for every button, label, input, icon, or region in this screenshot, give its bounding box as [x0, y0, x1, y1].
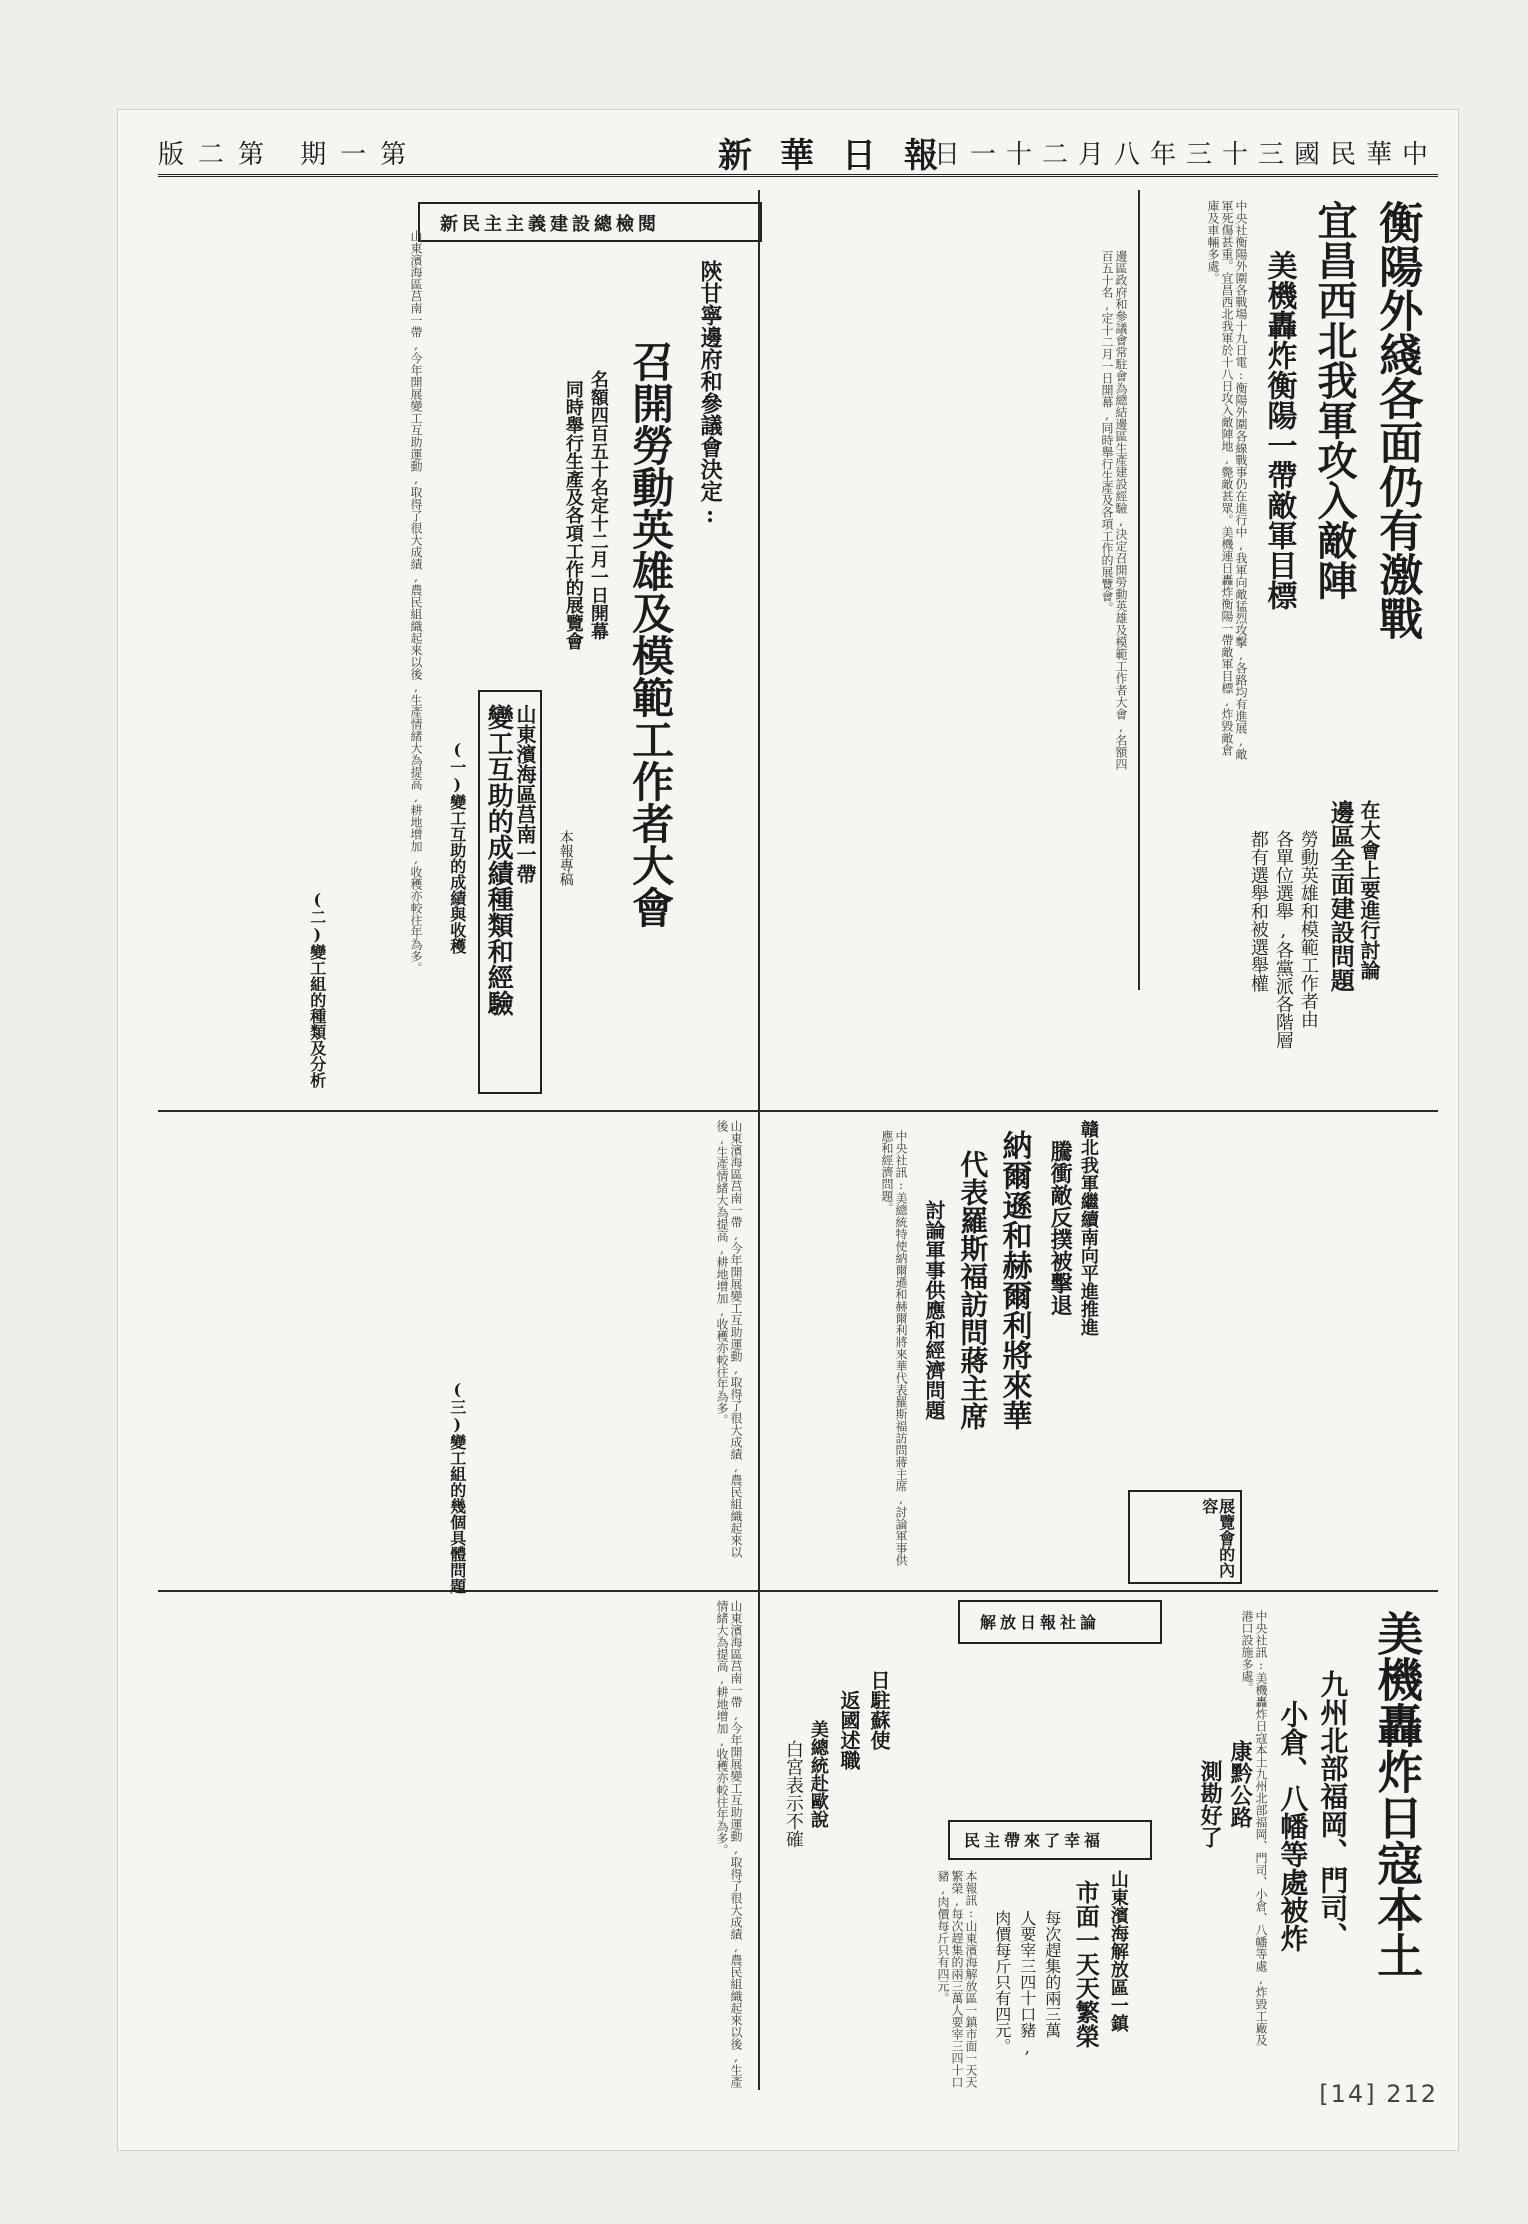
story-subheadline: 討論軍事供應和經濟問題 — [922, 1200, 946, 1420]
page-reference: [14] 212 — [1319, 2080, 1438, 2108]
lead-subheadline: 美機轟炸衡陽一帶敵軍目標 — [1261, 250, 1297, 610]
lead-headline: 衡陽外綫各面仍有激戰 — [1371, 200, 1423, 640]
column-divider — [1138, 190, 1140, 990]
banner-box — [418, 202, 762, 242]
section-heading: (一)變工互助的成績與收穫 — [447, 740, 467, 954]
bombing-headline: 美機轟炸日寇本土 — [1370, 1610, 1425, 1978]
market-subheadline: 肉價每斤只有四元。 — [992, 1910, 1012, 2054]
report-kicker: 山東濱海區莒南一帶 — [513, 704, 537, 884]
report-text: 山東濱海區莒南一帶,今年開展變工互助運動,取得了很大成績,農民組織起來以後,生產情緒大為提高,耕地增加,收穫亦較往年為多。 — [409, 230, 423, 974]
main-subheadline: 名額四百五十名定十二月一日開幕 — [587, 370, 609, 640]
issue-date: 日一十二月八年三十三國民華中 — [933, 140, 1438, 170]
bombing-text: 中央社訊:美機轟炸日寇本土九州北部福岡、門司、小倉、八幡等處,炸毀工廠及港口設施多處。 — [1240, 1610, 1268, 2046]
story-headline: 代表羅斯福訪問蔣主席 — [956, 1150, 990, 1430]
lead-headline-2: 宜昌西北我軍攻入敵陣 — [1311, 200, 1358, 600]
market-subheadline: 每次趕集的兩三萬 — [1042, 1910, 1062, 2038]
sub-headline: 勞動英雄和模範工作者由 — [1297, 830, 1319, 1028]
brief-headline: 贛北我軍繼續南向平進推進 — [1077, 1120, 1099, 1336]
market-headline: 市面一天天繁榮 — [1071, 1880, 1101, 2048]
newspaper-page — [118, 110, 1458, 2150]
brief-headline: 日駐蘇使 — [867, 1670, 891, 1750]
section-divider — [158, 1110, 1438, 1112]
brief-headline: 美總統赴歐說 — [807, 1720, 829, 1828]
main-subheadline: 同時舉行生產及各項工作的展覽會 — [562, 380, 584, 650]
sub-headline: 邊區全面建設問題 — [1326, 800, 1356, 992]
market-banner-title: 民主帶來了幸福 — [964, 1831, 1105, 1850]
exhibition-box — [1128, 1490, 1242, 1584]
lead-article-text: 中央社衡陽外圍各戰場十九日電:衡陽外圍各線戰事仍在進行中,我軍向敵猛烈攻擊,各路均有進展,敵軍死傷甚重。宜昌西北我軍於十八日攻入敵陣地,斃敵甚眾。美機連日轟炸衡陽一帶敵軍目標,炸毀敵倉庫及車輛多處。 — [1206, 200, 1248, 760]
sub-headline: 都有選舉和被選舉權 — [1247, 830, 1269, 992]
report-title-box — [478, 690, 542, 1094]
bombing-subheadline: 九州北部福岡、門司、 — [1316, 1670, 1350, 1950]
column-divider — [758, 190, 760, 2090]
main-headline: 召開勞動英雄及模範工作者大會 — [626, 340, 676, 928]
brief-subheadline: 白宮表示不確 — [782, 1740, 804, 1848]
market-banner — [948, 1820, 1152, 1860]
editorial-box — [958, 1600, 1162, 1644]
main-article-text: 邊區政府和參議會常駐會為總結邊區生產建設經驗,決定召開勞動英雄及模範工作者大會,名額四百五十名,定十二月一日開幕,同時舉行生產及各項工作的展覽會。 — [1100, 250, 1128, 770]
market-text: 本報訊:山東濱海解放區一鎮市面一天天繁榮,每次趕集的兩三萬人要宰三四十口豬,肉價每斤只有四元。 — [936, 1870, 978, 2088]
edition-label: 版二第 期一第 — [158, 140, 421, 170]
report-headline: 變工互助的成績種類和經驗 — [483, 704, 514, 1016]
exhibition-title: 展覽會的內容 — [1199, 1498, 1236, 1578]
section-heading: (三)變工組的幾個具體問題 — [447, 1380, 467, 1594]
road-headline: 測勘好了 — [1197, 1760, 1224, 1848]
kicker: 陝甘寧邊府和參議會決定: — [697, 260, 724, 528]
market-kicker: 山東濱海解放區一鎮 — [1107, 1870, 1129, 2032]
road-headline: 康黔公路 — [1227, 1740, 1254, 1828]
paper-name: 新華日報 — [718, 136, 966, 176]
masthead — [158, 128, 1438, 177]
bombing-subheadline: 小倉、八幡等處被炸 — [1276, 1700, 1310, 1952]
story-text: 中央社訊:美總統特使納爾遜和赫爾利將來華代表羅斯福訪問蔣主席,討論軍事供應和經濟問題。 — [880, 1130, 908, 1566]
brief-headline: 返國述職 — [837, 1690, 861, 1770]
brief-headline: 騰衝敵反撲被擊退 — [1047, 1140, 1074, 1316]
section-heading: (二)變工組的種類及分析 — [307, 890, 327, 1088]
sub-headline: 各單位選舉,各黨派各階層 — [1272, 830, 1294, 1049]
section-divider — [158, 1590, 1438, 1592]
editorial-title: 解放日報社論 — [980, 1613, 1101, 1632]
report-byline: 本報專稿 — [557, 830, 574, 886]
sub-headline: 在大會上要進行討論 — [1357, 800, 1381, 980]
story-headline: 納爾遜和赫爾利將來華 — [996, 1130, 1032, 1430]
report-text-continued: 山東濱海區莒南一帶,今年開展變工互助運動,取得了很大成績,農民組織起來以後,生產情緒大為提高,耕地增加,收穫亦較往年為多。 — [715, 1120, 743, 1558]
market-subheadline: 人要宰三四十口豬, — [1017, 1910, 1037, 2057]
report-text-continued: 山東濱海區莒南一帶,今年開展變工互助運動,取得了很大成績,農民組織起來以後,生產情緒大為提高,耕地增加,收穫亦較往年為多。 — [715, 1600, 743, 2088]
banner-title: 新民主主義建設總檢閱 — [440, 214, 660, 235]
